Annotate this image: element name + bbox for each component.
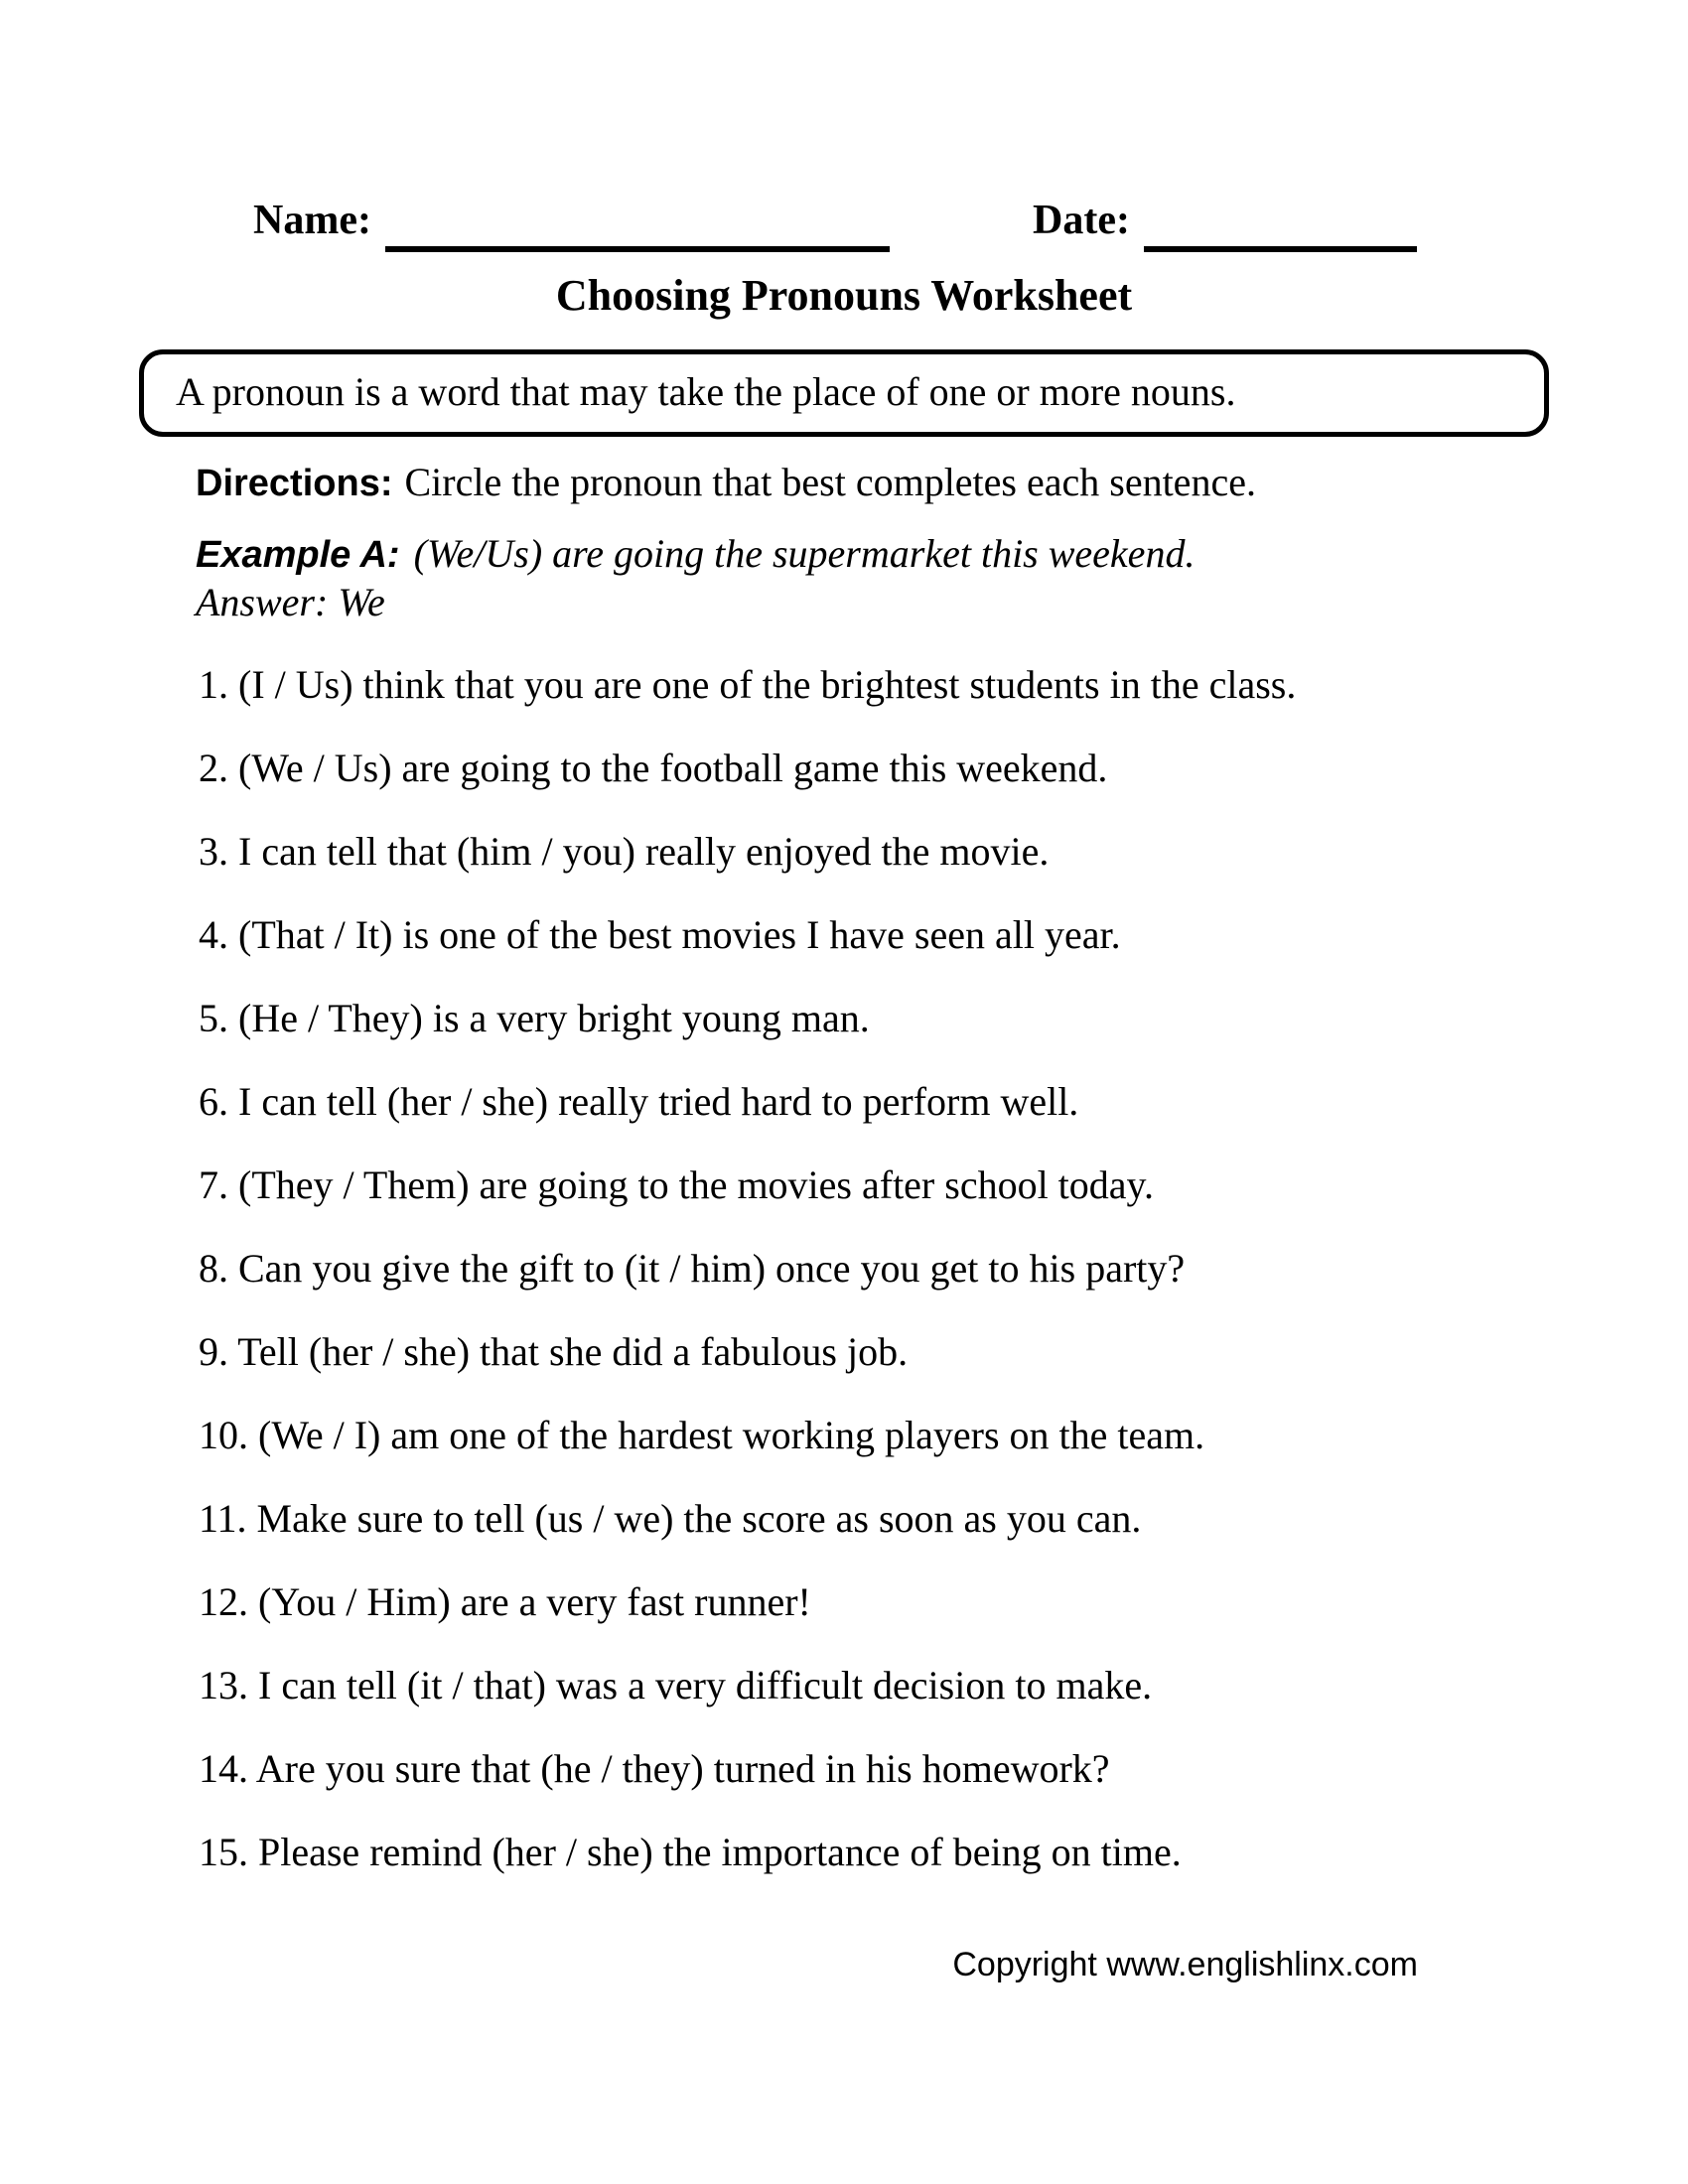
date-label: Date: bbox=[1033, 198, 1130, 243]
example-label: Example A: bbox=[196, 534, 400, 576]
question-item: 5. (He / They) is a very bright young man. bbox=[199, 996, 870, 1040]
question-item: 2. (We / Us) are going to the football game this weekend. bbox=[199, 746, 1108, 790]
question-item: 13. I can tell (it / that) was a very difficult decision to make. bbox=[199, 1663, 1153, 1707]
question-item: 10. (We / I) am one of the hardest working players on the team. bbox=[199, 1413, 1205, 1457]
question-item: 11. Make sure to tell (us / we) the score as soon as you can. bbox=[199, 1496, 1142, 1541]
example-sentence-line bbox=[196, 530, 1195, 579]
question-item: 4. (That / It) is one of the best movies I have seen all year. bbox=[199, 912, 1121, 957]
question-item: 1. (I / Us) think that you are one of the brightest students in the class. bbox=[199, 662, 1297, 707]
question-item: 7. (They / Them) are going to the movies after school today. bbox=[199, 1162, 1154, 1207]
question-item: 12. (You / Him) are a very fast runner! bbox=[199, 1579, 811, 1624]
date-blank-line bbox=[1144, 246, 1417, 252]
page-title: Choosing Pronouns Worksheet bbox=[555, 271, 1133, 320]
question-item: 14. Are you sure that (he / they) turned in his homework? bbox=[199, 1746, 1110, 1791]
question-list bbox=[199, 663, 1589, 1914]
question-item: 8. Can you give the gift to (it / him) once you get to his party? bbox=[199, 1246, 1186, 1291]
name-label: Name: bbox=[253, 198, 371, 243]
definition-text: A pronoun is a word that may take the place of one or more nouns. bbox=[176, 368, 1236, 414]
directions-text: Circle the pronoun that best completes each sentence. bbox=[404, 460, 1256, 504]
directions-label: Directions: bbox=[196, 463, 393, 504]
name-blank-line bbox=[385, 246, 890, 252]
copyright-text: Copyright www.englishlinx.com bbox=[952, 1946, 1418, 1983]
example-block bbox=[196, 530, 1195, 626]
example-sentence: (We/Us) are going the supermarket this weekend. bbox=[413, 531, 1196, 576]
definition-box bbox=[139, 349, 1549, 437]
header-row bbox=[253, 197, 1417, 244]
question-item: 3. I can tell that (him / you) really enjoyed the movie. bbox=[199, 829, 1050, 874]
directions-line bbox=[196, 459, 1256, 505]
example-answer: Answer: We bbox=[196, 580, 385, 624]
question-item: 9. Tell (her / she) that she did a fabulous job. bbox=[199, 1329, 909, 1374]
question-item: 15. Please remind (her / she) the importance of being on time. bbox=[199, 1830, 1182, 1874]
question-item: 6. I can tell (her / she) really tried hard to perform well. bbox=[199, 1079, 1079, 1124]
